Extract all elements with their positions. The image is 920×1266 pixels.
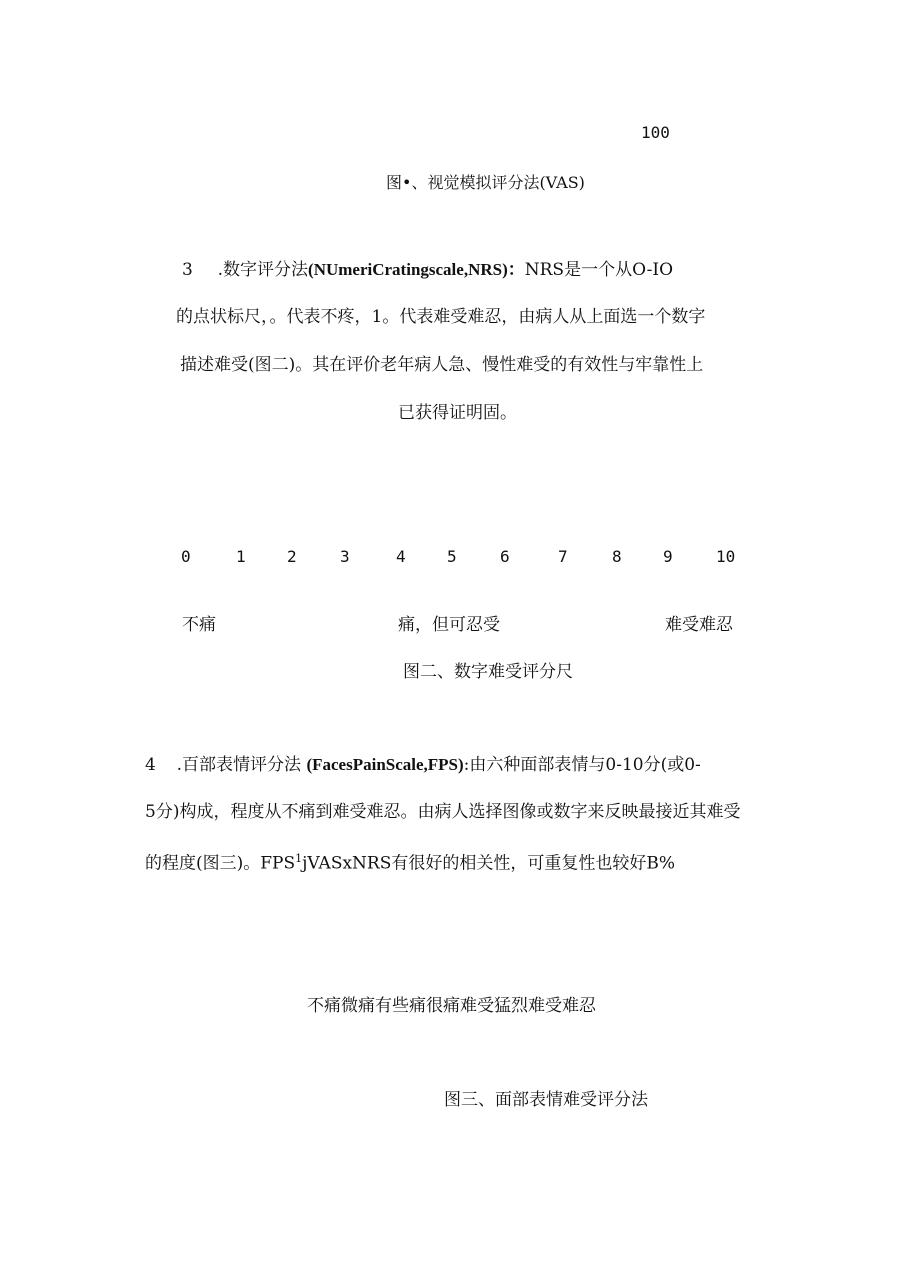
fps-paragraph-line-2: 5分)构成，程度从不痛到难受难忍。由病人选择图像或数字来反映最接近其难受 [145,802,741,822]
nrs-paragraph-line-2: 的点状标尺，。代表不疼，1。代表难受难忍，由病人从上面选一个数字 [176,307,706,327]
nrs-number-1: 1 [236,547,246,566]
fps-paragraph-line-3 [145,847,675,876]
faces-figure-caption: 图三、面部表情难受评分法 [444,1090,648,1110]
nrs-label-no-pain: 不痛 [182,615,216,635]
nrs-paragraph-line-4: 已获得证明固。 [398,403,517,423]
vas-scale-end-label: 100 [641,123,670,142]
faces-scale-labels: 不痛微痛有些痛很痛难受猛烈难受难忍 [307,996,596,1016]
nrs-line1-tail: NRS是一个从O-IO [524,260,674,280]
nrs-section-number: 3 [182,260,193,280]
nrs-title-prefix: .数字评分法 [217,260,309,280]
fps-line3-superscript: 1 [295,852,303,865]
nrs-number-0: 0 [181,547,191,566]
nrs-title-en: (NUmeriCratingscale,NRS)： [308,260,525,279]
nrs-number-2: 2 [287,547,297,566]
nrs-number-9: 9 [663,547,673,566]
nrs-figure-caption: 图二、数字难受评分尺 [403,662,573,682]
vas-figure-caption: 图•、视觉模拟评分法(VAS) [386,173,585,192]
fps-heading-line [145,753,701,777]
nrs-number-5: 5 [447,547,457,566]
fps-line1-tail: :由六种面部表情与0-10分(或0- [463,755,701,775]
nrs-number-10: 10 [716,547,736,566]
nrs-number-3: 3 [340,547,350,566]
nrs-label-unbearable: 难受难忍 [665,615,733,635]
nrs-paragraph-line-3: 描述难受(图二)。其在评价老年病人急、慢性难受的有效性与牢靠性上 [180,355,704,375]
nrs-label-tolerable: 痛，但可忍受 [398,615,500,635]
nrs-number-8: 8 [612,547,622,566]
nrs-number-6: 6 [500,547,510,566]
fps-title-prefix: .百部表情评分法 [176,755,302,775]
fps-section-number: 4 [145,755,156,775]
fps-line3-end: jVASxNRS有很好的相关性，可重复性也较好B% [302,853,676,874]
nrs-number-7: 7 [558,547,568,566]
nrs-heading-line [182,258,673,282]
nrs-number-4: 4 [396,547,406,566]
fps-title-en: (FacesPainScale,FPS) [306,755,464,774]
fps-line3-start: 的程度(图三)。FPS [145,853,296,874]
